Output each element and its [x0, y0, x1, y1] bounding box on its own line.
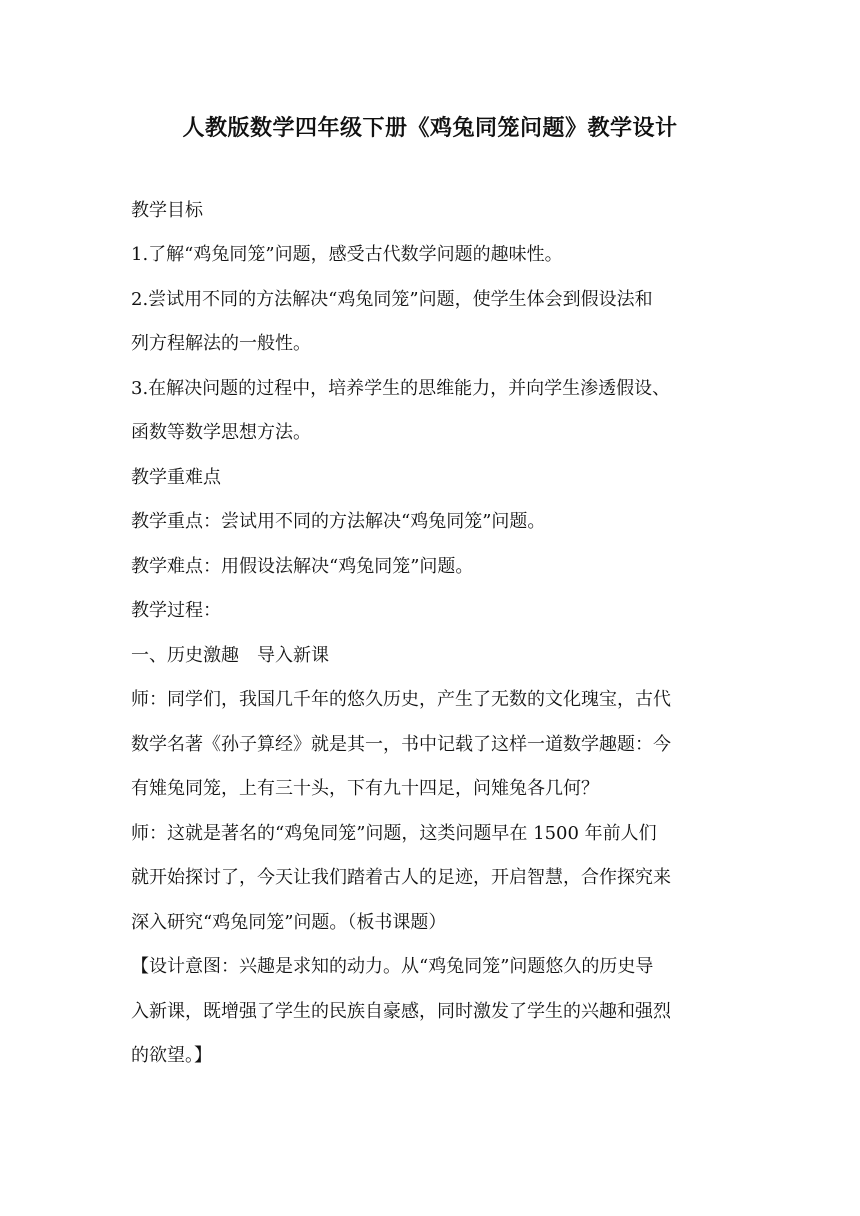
difficult-point: 教学难点：用假设法解决“鸡兔同笼”问题。: [131, 556, 474, 577]
objective-3-line-1: 3.在解决问题的过程中，培养学生的思维能力，并向学生渗透假设、: [131, 378, 671, 399]
key-point: 教学重点：尝试用不同的方法解决“鸡兔同笼”问题。: [131, 511, 546, 532]
teacher-paragraph-2-line-2: 就开始探讨了，今天让我们踏着古人的足迹，开启智慧，合作探究来: [131, 867, 671, 888]
objective-2-line-1: 2.尝试用不同的方法解决“鸡兔同笼”问题，使学生体会到假设法和: [131, 289, 653, 310]
section-heading-process: 教学过程：: [131, 600, 221, 621]
teacher-paragraph-1-line-2: 数学名著《孙子算经》就是其一，书中记载了这样一道数学趣题：今: [131, 734, 671, 755]
document-title: 人教版数学四年级下册《鸡兔同笼问题》教学设计: [182, 116, 678, 141]
design-intent-line-2: 入新课，既增强了学生的民族自豪感，同时激发了学生的兴趣和强烈: [131, 1001, 671, 1022]
objective-2-line-2: 列方程解法的一般性。: [131, 333, 311, 354]
objective-3-line-2: 函数等数学思想方法。: [131, 422, 311, 443]
section-heading-objectives: 教学目标: [131, 200, 203, 221]
teacher-paragraph-1-line-1: 师：同学们，我国几千年的悠久历史，产生了无数的文化瑰宝，古代: [131, 689, 671, 710]
section-heading-key-difficult: 教学重难点: [131, 467, 221, 488]
subsection-heading-intro: 一、历史激趣 导入新课: [131, 645, 329, 666]
objective-1: 1.了解“鸡兔同笼”问题，感受古代数学问题的趣味性。: [131, 244, 563, 265]
teacher-paragraph-2-line-1: 师：这就是著名的“鸡兔同笼”问题，这类问题早在 1500 年前人们: [131, 823, 657, 844]
design-intent-line-3: 的欲望。】: [131, 1045, 212, 1066]
teacher-paragraph-1-line-3: 有雉兔同笼，上有三十头，下有九十四足，问雉兔各几何？: [131, 778, 599, 799]
teacher-paragraph-2-line-3: 深入研究“鸡兔同笼”问题。（板书课题）: [131, 912, 447, 933]
design-intent-line-1: 【设计意图：兴趣是求知的动力。从“鸡兔同笼”问题悠久的历史导: [131, 956, 654, 977]
